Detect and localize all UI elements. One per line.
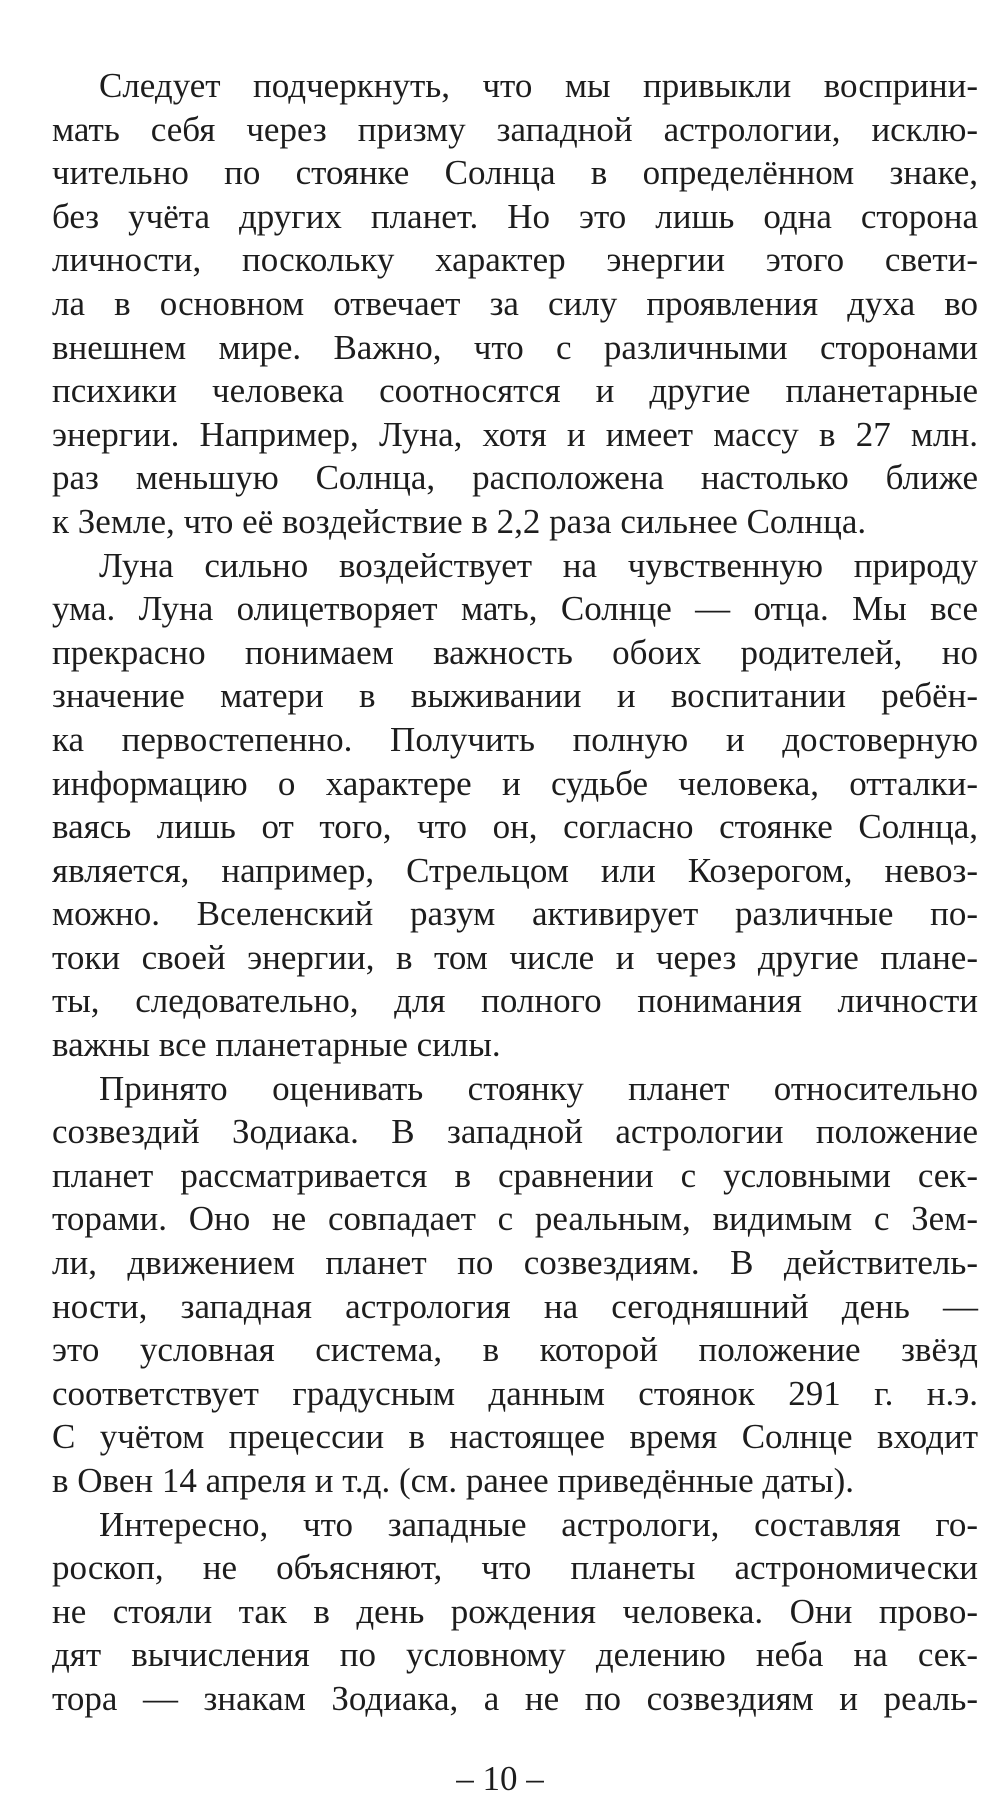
text-line: не стояли так в день рождения человека. Они прово- xyxy=(52,1591,978,1631)
text-line: мать себя через призму западной астрологии, исклю- xyxy=(52,109,978,149)
text-line: дят вычисления по условному делению неба на сек- xyxy=(52,1635,978,1675)
page-number: – 10 – xyxy=(456,1759,544,1798)
text-line: Луна сильно воздействует на чувственную природу xyxy=(99,545,978,585)
text-line: С учётом прецессии в настоящее время Солнце входит xyxy=(52,1417,978,1457)
text-line: к Земле, что её воздействие в 2,2 раза сильнее Солнца. xyxy=(52,501,867,541)
text-line: внешнем мире. Важно, что с различными сторонами xyxy=(52,327,978,367)
text-line: торами. Оно не совпадает с реальным, видимым с Зем- xyxy=(52,1199,978,1239)
paragraph xyxy=(52,544,978,1067)
text-line: Интересно, что западные астрологи, составляя го- xyxy=(99,1504,978,1544)
text-line: психики человека соотносятся и другие планетарные xyxy=(52,371,978,411)
text-line: энергии. Например, Луна, хотя и имеет массу в 27 млн. xyxy=(52,414,978,454)
text-line: ности, западная астрология на сегодняшний день — xyxy=(52,1286,978,1326)
text-line: планет рассматривается в сравнении с условными сек- xyxy=(52,1155,978,1195)
text-line: значение матери в выживании и воспитании ребён- xyxy=(52,676,978,716)
text-line: прекрасно понимаем важность обоих родителей, но xyxy=(52,632,978,672)
text-line: раз меньшую Солнца, расположена настолько ближе xyxy=(52,458,978,498)
text-line: это условная система, в которой положение звёзд xyxy=(52,1330,978,1370)
text-line: ваясь лишь от того, что он, согласно стоянке Солнца, xyxy=(52,807,978,847)
text-line: личности, поскольку характер энергии этого свети- xyxy=(52,240,978,280)
text-line: можно. Вселенский разум активирует различные по- xyxy=(52,894,978,934)
text-line: соответствует градусным данным стоянок 291 г. н.э. xyxy=(52,1373,978,1413)
text-line: роскоп, не объясняют, что планеты астрономически xyxy=(52,1548,978,1588)
text-line: без учёта других планет. Но это лишь одна сторона xyxy=(52,196,978,236)
text-line: ты, следовательно, для полного понимания личности xyxy=(52,981,978,1021)
paragraph xyxy=(52,1503,978,1721)
paragraph xyxy=(52,1067,978,1503)
text-line: ла в основном отвечает за силу проявления духа во xyxy=(52,283,978,323)
text-line: ли, движением планет по созвездиям. В действитель- xyxy=(52,1243,978,1283)
text-line: информацию о характере и судьбе человека, отталки- xyxy=(52,763,978,803)
body-text xyxy=(52,64,978,1721)
text-line: Принято оценивать стоянку планет относительно xyxy=(99,1068,978,1108)
text-line: ума. Луна олицетворяет мать, Солнце — отца. Мы все xyxy=(52,589,978,629)
text-line: в Овен 14 апреля и т.д. (см. ранее приведённые даты). xyxy=(52,1461,855,1500)
text-line: чительно по стоянке Солнца в определённом знаке, xyxy=(52,153,978,193)
text-line: созвездий Зодиака. В западной астрологии положение xyxy=(52,1112,978,1152)
text-line: является, например, Стрельцом или Козерогом, невоз- xyxy=(52,850,978,890)
text-line: тора — знакам Зодиака, а не по созвездиям и реаль- xyxy=(52,1678,978,1718)
paragraph xyxy=(52,64,978,544)
text-line: токи своей энергии, в том числе и через другие плане- xyxy=(52,937,978,977)
text-line: Следует подчеркнуть, что мы привыкли восприни- xyxy=(99,66,978,105)
text-line: важны все планетарные силы. xyxy=(52,1025,501,1065)
text-line: ка первостепенно. Получить полную и достоверную xyxy=(52,719,978,759)
